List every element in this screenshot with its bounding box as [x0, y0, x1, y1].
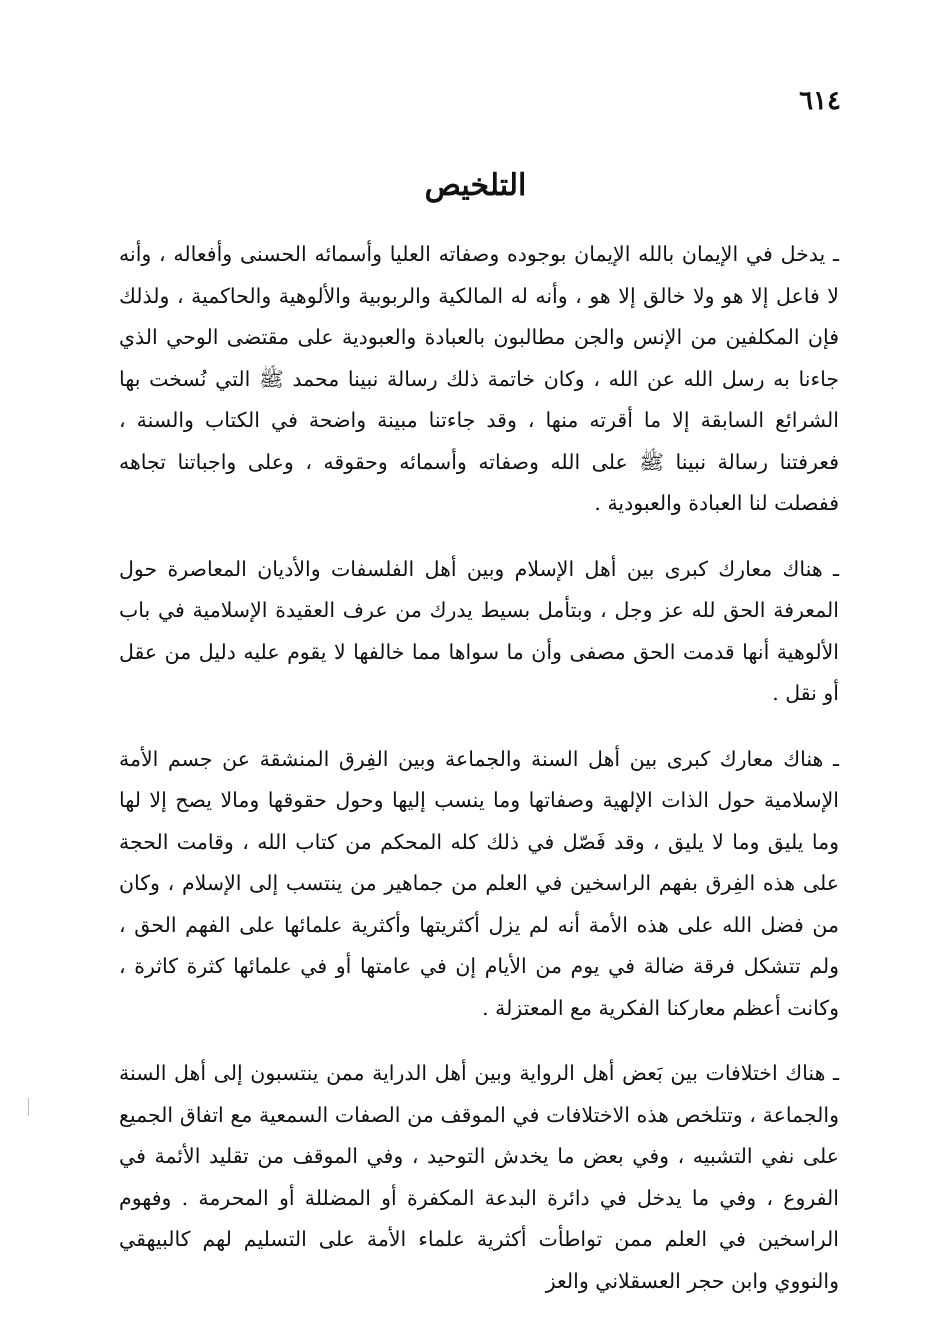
page-title: التلخيص	[424, 168, 527, 203]
body-text	[119, 234, 839, 1302]
scan-artifact	[28, 1098, 29, 1116]
paragraph-4: ـ هناك اختلافات بين بَعض أهل الرواية وبين أهل الدراية ممن ينتسبون إلى أهل السنة والجماعة ، وتتلخص هذه الاختلافات في الموقف من الصفات السمعية مع اتفاق الجميع على نفي التشبيه ، وفي بعض ما يخدش التوحيد ، وفي الموقف من تقليد الأئمة في الفروع ، وفي ما يدخل في دائرة البدعة المكفرة أو المضللة أو المحرمة . وفهوم الراسخين في العلم ممن تواطأت أكثرية علماء الأمة على التسليم لهم كالبيهقي والنووي وابن حجر العسقلاني والعز	[119, 1061, 839, 1293]
page-number: ٦١٤	[799, 86, 841, 116]
paragraph-1: ـ يدخل في الإيمان بالله الإيمان بوجوده وصفاته العليا وأسمائه الحسنى وأفعاله ، وأنه لا فاعل إلا هو ولا خالق إلا هو ، وأنه له المالكية والربوبية والألوهية والحاكمية ، ولذلك فإن المكلفين من الإنس والجن مطالبون بالعبادة والعبودية على مقتضى الوحي الذي جاءنا به رسل الله عن الله ، وكان خاتمة ذلك رسالة نبينا محمد ﷺ التي نُسخت بها الشرائع السابقة إلا ما أقرته منها ، وقد جاءتنا مبينة واضحة في الكتاب والسنة ، فعرفتنا رسالة نبينا ﷺ على الله وصفاته وأسمائه وحقوقه ، وعلى واجباتنا تجاهه ففصلت لنا العبادة والعبودية .	[119, 242, 839, 515]
paragraph-2: ـ هناك معارك كبرى بين أهل الإسلام وبين أهل الفلسفات والأديان المعاصرة حول المعرفة الحق لله عز وجل ، وبتأمل بسيط يدرك من عرف العقيدة الإسلامية في باب الألوهية أنها قدمت الحق مصفى وأن ما سواها مما خالفها لا يقوم عليه دليل من عقل أو نقل .	[119, 556, 839, 705]
paragraph-3: ـ هناك معارك كبرى بين أهل السنة والجماعة وبين الفِرق المنشقة عن جسم الأمة الإسلامية حول الذات الإلهية وصفاتها وما ينسب إليها وحول حقوقها ومالا يصح إلا لها وما يليق وما لا يليق ، وقد فَصّل في ذلك كله المحكم من كتاب الله ، وقامت الحجة على هذه الفِرق بفهم الراسخين في العلم من جماهير من ينتسب إلى الإسلام ، وكان من فضل الله على هذه الأمة أنه لم يزل أكثريتها وأكثرية علمائها على الفهم الحق ، ولم تتشكل فرقة ضالة في يوم من الأيام إن في عامتها أو في علمائها كثرة كاثرة ، وكانت أعظم معاركنا الفكرية مع المعتزلة .	[119, 746, 839, 1020]
